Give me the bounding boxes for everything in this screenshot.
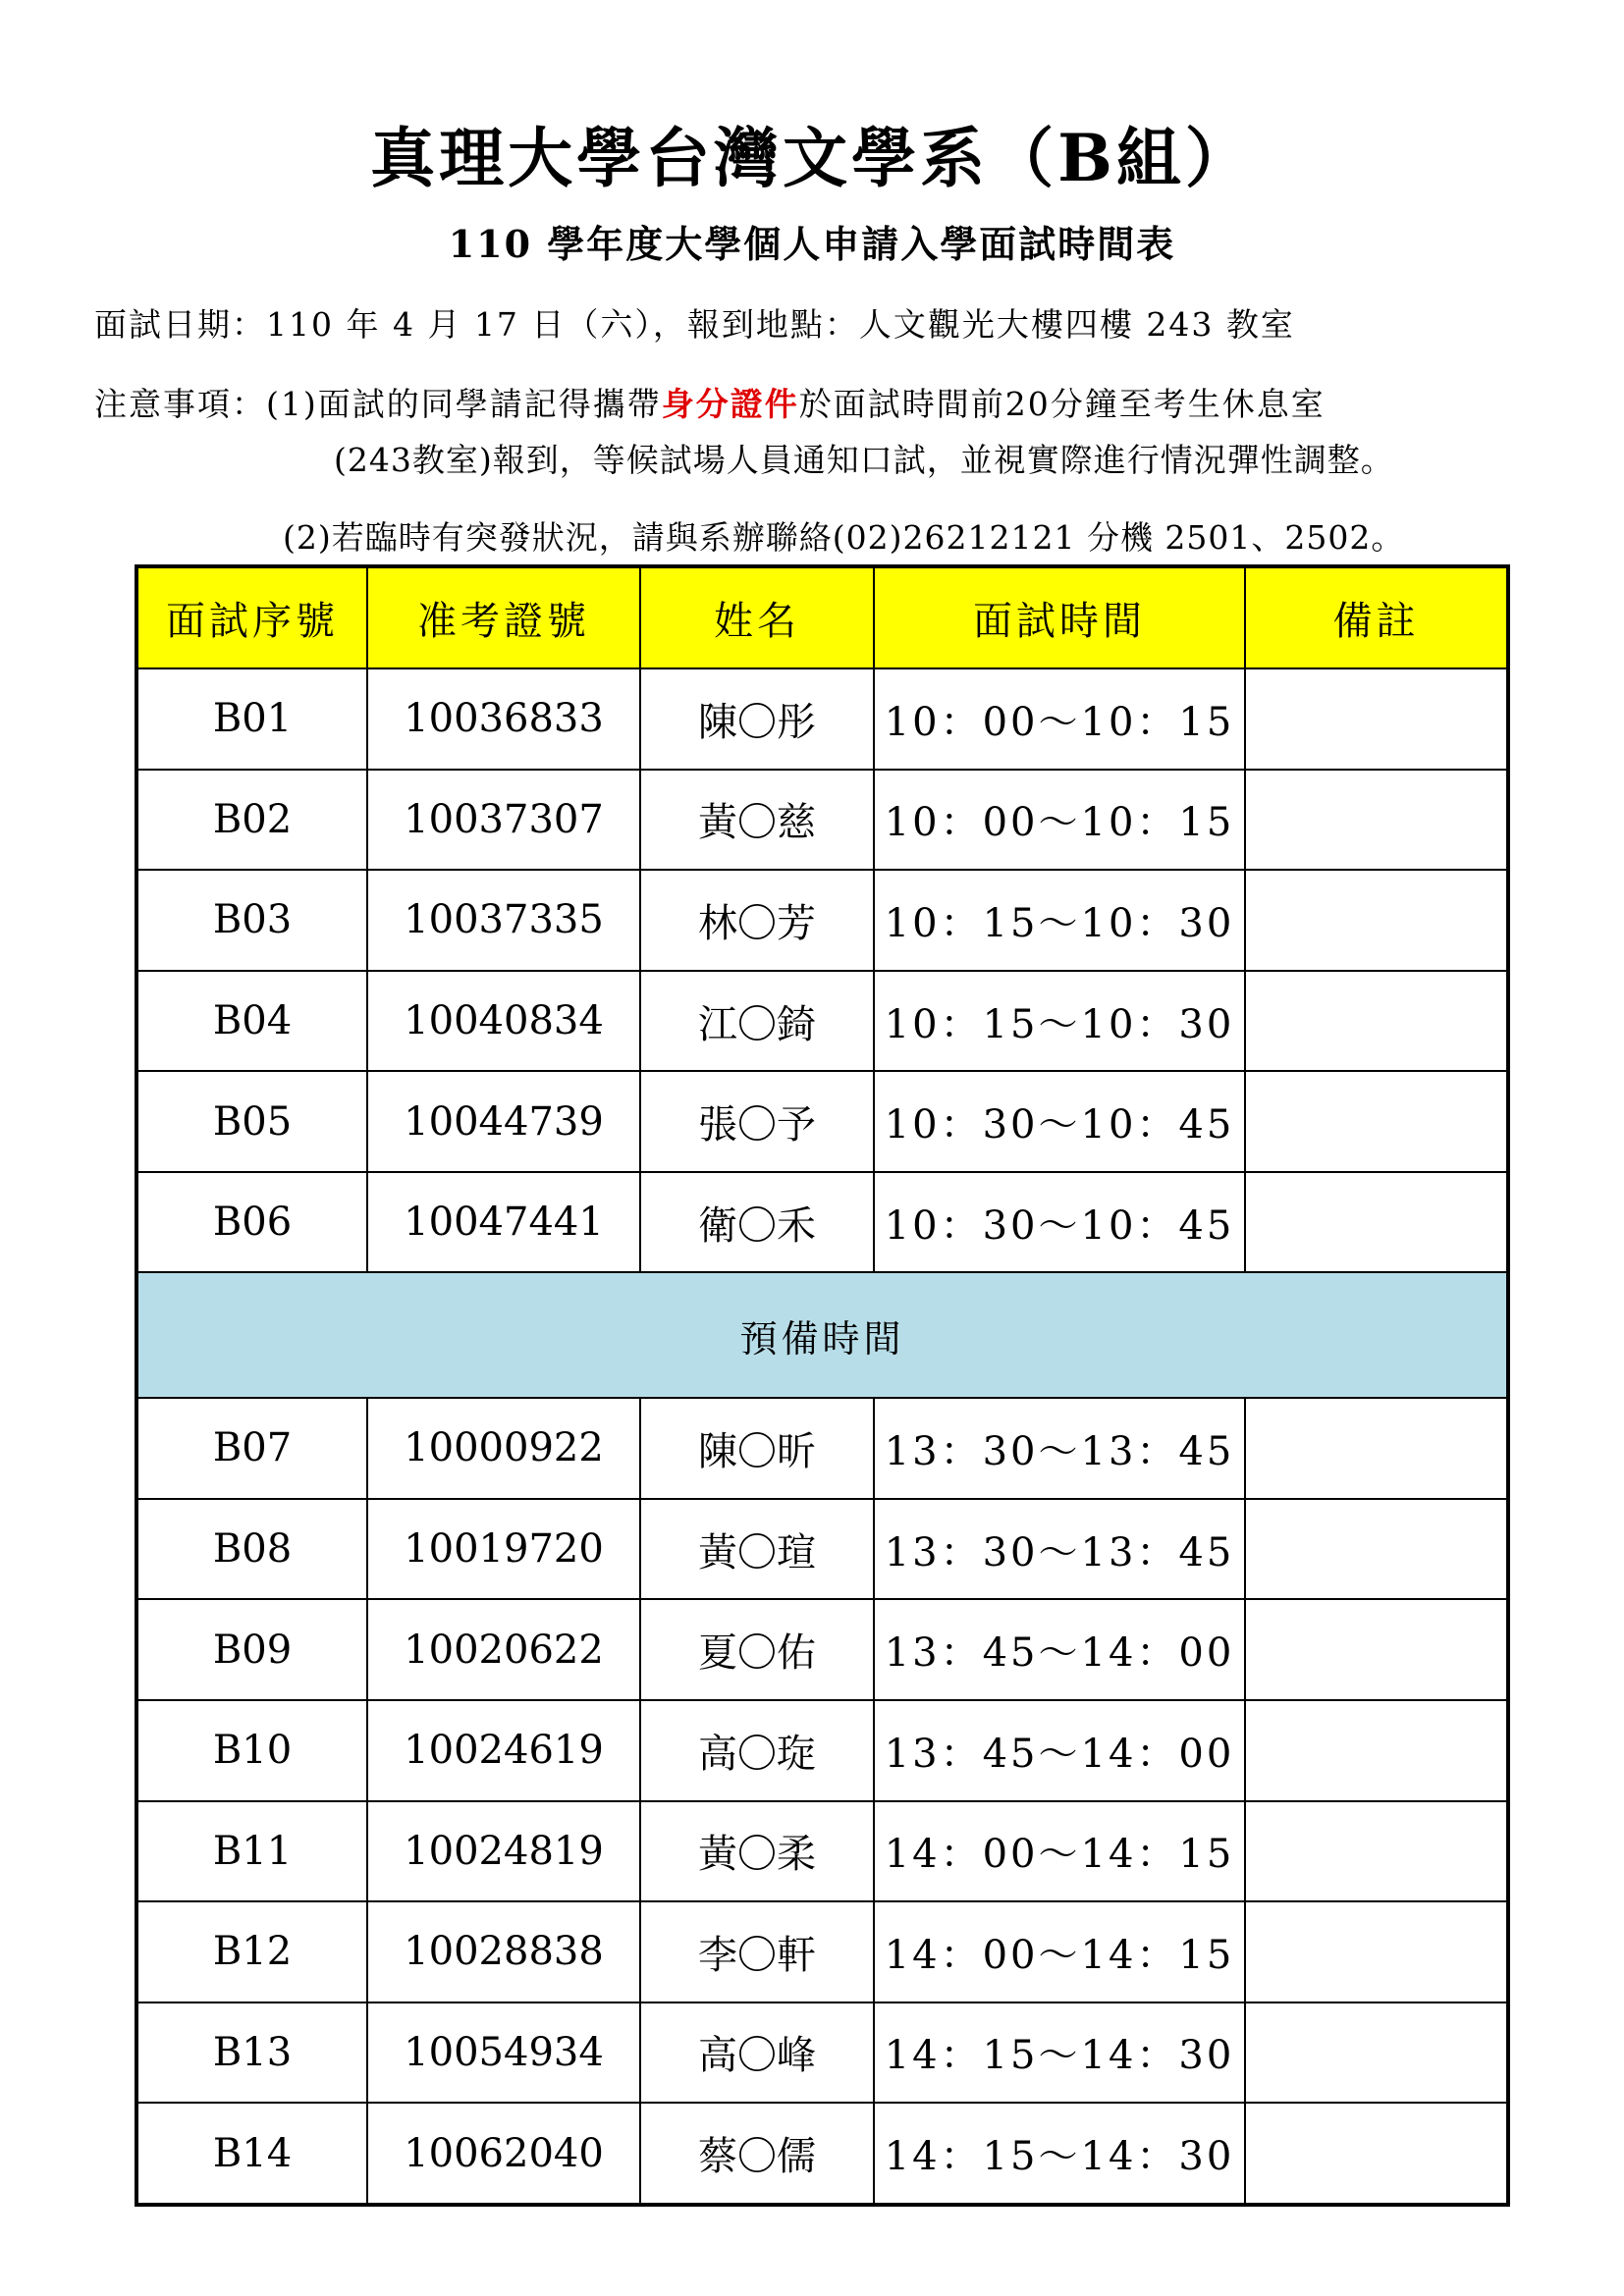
table-row xyxy=(136,2103,1508,2205)
cell-seq: B07 xyxy=(136,1398,367,1499)
id-document-highlight: 身分證件 xyxy=(661,385,799,423)
cell-name: 李〇軒 xyxy=(640,1901,874,2002)
cell-remark xyxy=(1245,1172,1508,1273)
cell-exam-id: 10024819 xyxy=(367,1801,640,1902)
cell-time: 13：30～13：45 xyxy=(874,1499,1245,1600)
table-row xyxy=(136,870,1508,971)
table-row xyxy=(136,1172,1508,1273)
table-row xyxy=(136,1398,1508,1499)
table-row xyxy=(136,971,1508,1072)
cell-name: 高〇峰 xyxy=(640,2002,874,2104)
table-row xyxy=(136,2002,1508,2104)
cell-name: 黃〇慈 xyxy=(640,770,874,871)
cell-name: 衛〇禾 xyxy=(640,1172,874,1273)
cell-remark xyxy=(1245,870,1508,971)
page-subtitle: 110 學年度大學個人申請入學面試時間表 xyxy=(448,222,1176,266)
cell-time: 10：00～10：15 xyxy=(874,770,1245,871)
cell-seq: B13 xyxy=(136,2002,367,2104)
cell-seq: B03 xyxy=(136,870,367,971)
cell-seq: B04 xyxy=(136,971,367,1072)
column-header-remark: 備註 xyxy=(1245,566,1508,668)
table-row xyxy=(136,1901,1508,2002)
column-header-exam-id: 准考證號 xyxy=(367,566,640,668)
notice-item-1-continued: (243教室)報到，等候試場人員通知口試，並視實際進行情況彈性調整。 xyxy=(334,441,1394,479)
notice-item-1-prefix: 注意事項：(1)面試的同學請記得攜帶 xyxy=(94,385,662,423)
cell-time: 10：00～10：15 xyxy=(874,668,1245,770)
cell-exam-id: 10044739 xyxy=(367,1071,640,1172)
table-row xyxy=(136,1071,1508,1172)
cell-exam-id: 10020622 xyxy=(367,1599,640,1700)
cell-remark xyxy=(1245,1398,1508,1499)
cell-seq: B08 xyxy=(136,1499,367,1600)
cell-remark xyxy=(1245,1801,1508,1902)
cell-time: 13：45～14：00 xyxy=(874,1599,1245,1700)
notice-item-1 xyxy=(94,379,1326,425)
cell-remark xyxy=(1245,1700,1508,1801)
cell-name: 江〇錡 xyxy=(640,971,874,1072)
cell-name: 林〇芳 xyxy=(640,870,874,971)
cell-time: 14：00～14：15 xyxy=(874,1901,1245,2002)
cell-seq: B05 xyxy=(136,1071,367,1172)
cell-exam-id: 10040834 xyxy=(367,971,640,1072)
table-row xyxy=(136,1499,1508,1600)
cell-exam-id: 10037335 xyxy=(367,870,640,971)
cell-name: 陳〇昕 xyxy=(640,1398,874,1499)
break-label: 預備時間 xyxy=(136,1272,1508,1398)
cell-name: 張〇予 xyxy=(640,1071,874,1172)
table-row xyxy=(136,1599,1508,1700)
cell-time: 14：15～14：30 xyxy=(874,2103,1245,2205)
cell-exam-id: 10019720 xyxy=(367,1499,640,1600)
cell-time: 13：30～13：45 xyxy=(874,1398,1245,1499)
cell-time: 14：15～14：30 xyxy=(874,2002,1245,2104)
cell-seq: B09 xyxy=(136,1599,367,1700)
page-title: 真理大學台灣文學系（B組） xyxy=(370,120,1254,196)
cell-remark xyxy=(1245,1499,1508,1600)
cell-name: 陳〇彤 xyxy=(640,668,874,770)
table-row xyxy=(136,1700,1508,1801)
cell-exam-id: 10028838 xyxy=(367,1901,640,2002)
cell-exam-id: 10054934 xyxy=(367,2002,640,2104)
cell-seq: B12 xyxy=(136,1901,367,2002)
cell-name: 黃〇柔 xyxy=(640,1801,874,1902)
cell-name: 黃〇瑄 xyxy=(640,1499,874,1600)
cell-exam-id: 10000922 xyxy=(367,1398,640,1499)
column-header-time: 面試時間 xyxy=(874,566,1245,668)
cell-time: 14：00～14：15 xyxy=(874,1801,1245,1902)
cell-time: 10：30～10：45 xyxy=(874,1172,1245,1273)
table-row xyxy=(136,668,1508,770)
cell-remark xyxy=(1245,1071,1508,1172)
cell-remark xyxy=(1245,971,1508,1072)
cell-time: 13：45～14：00 xyxy=(874,1700,1245,1801)
cell-seq: B01 xyxy=(136,668,367,770)
interview-schedule-table xyxy=(135,564,1510,2207)
notice-item-2: (2)若臨時有突發狀況，請與系辦聯絡(02)26212121 分機 2501、2502。 xyxy=(283,518,1405,557)
cell-seq: B02 xyxy=(136,770,367,871)
cell-time: 10：15～10：30 xyxy=(874,971,1245,1072)
column-header-name: 姓名 xyxy=(640,566,874,668)
cell-seq: B06 xyxy=(136,1172,367,1273)
notice-item-1-suffix: 於面試時間前20分鐘至考生休息室 xyxy=(798,385,1326,423)
cell-seq: B10 xyxy=(136,1700,367,1801)
break-row xyxy=(136,1272,1508,1398)
cell-name: 高〇琁 xyxy=(640,1700,874,1801)
column-header-seq: 面試序號 xyxy=(136,566,367,668)
cell-remark xyxy=(1245,2103,1508,2205)
interview-date-location: 面試日期：110 年 4 月 17 日（六），報到地點：人文觀光大樓四樓 243 教室 xyxy=(94,305,1295,344)
cell-exam-id: 10037307 xyxy=(367,770,640,871)
cell-seq: B14 xyxy=(136,2103,367,2205)
cell-exam-id: 10036833 xyxy=(367,668,640,770)
cell-seq: B11 xyxy=(136,1801,367,1902)
table-row xyxy=(136,770,1508,871)
cell-remark xyxy=(1245,1599,1508,1700)
table-header-row xyxy=(136,566,1508,668)
cell-exam-id: 10062040 xyxy=(367,2103,640,2205)
cell-exam-id: 10047441 xyxy=(367,1172,640,1273)
cell-exam-id: 10024619 xyxy=(367,1700,640,1801)
cell-remark xyxy=(1245,2002,1508,2104)
cell-remark xyxy=(1245,668,1508,770)
cell-remark xyxy=(1245,770,1508,871)
cell-remark xyxy=(1245,1901,1508,2002)
cell-name: 夏〇佑 xyxy=(640,1599,874,1700)
cell-time: 10：15～10：30 xyxy=(874,870,1245,971)
table-row xyxy=(136,1801,1508,1902)
cell-time: 10：30～10：45 xyxy=(874,1071,1245,1172)
cell-name: 蔡〇儒 xyxy=(640,2103,874,2205)
